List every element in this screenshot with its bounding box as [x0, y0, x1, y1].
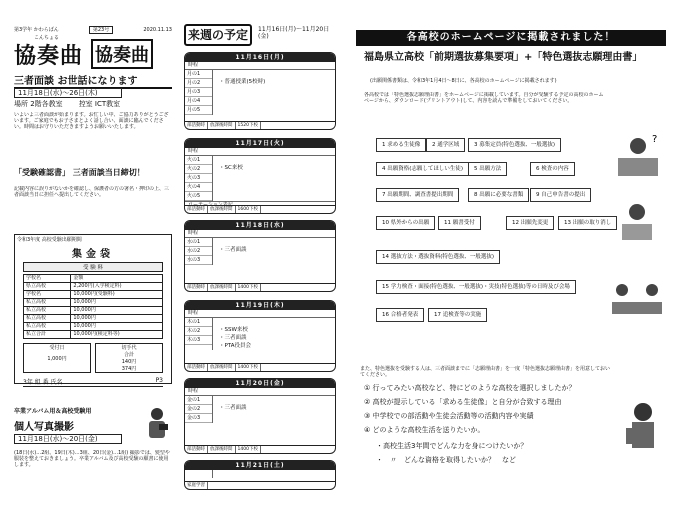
day-foot-cell: 放課後時間	[208, 122, 236, 129]
period-cell: 月の5	[185, 106, 212, 115]
period-cell: 月の3	[185, 88, 212, 97]
subline: (出願関係書類は、令和3年1月4日～8日に、各高校のホームページに掲載されます)	[370, 78, 557, 84]
day-foot-cell: 1520下校	[236, 122, 261, 129]
section3-title: 個人写真撮影	[14, 422, 74, 433]
form-cell: 私立高校	[24, 323, 71, 330]
day-head: 11月21日(土)	[185, 461, 335, 470]
form-cell: 10,000円	[73, 323, 96, 329]
day-foot-cell: 1400下校	[236, 284, 261, 291]
form-cell: 私立合計	[24, 331, 71, 338]
day-label: 時程	[185, 310, 335, 318]
info-item: 14 選抜方法・選抜資料(特色選抜、一般選抜)	[376, 250, 500, 264]
day-foot-cell: 部活動時	[185, 446, 208, 453]
question-item: ③ 中学校での部活動や生徒会活動等の活動内容や実績	[364, 412, 534, 420]
day-note: ・三者面談	[219, 247, 247, 253]
form-title: 集金袋	[72, 249, 114, 260]
day-label: 時程	[185, 62, 335, 70]
period-cell: 水の3	[185, 256, 212, 265]
banner: 各高校のホームページに掲載されました！	[356, 30, 666, 46]
stamp-label: 受付日	[49, 345, 65, 351]
info-item: 6 検査の内容	[530, 162, 575, 176]
stamp-amount: 1,000円	[47, 356, 67, 362]
info-item: 5 出願方法	[468, 162, 507, 176]
day-foot-cell: 1600下校	[236, 206, 261, 213]
payment-envelope	[14, 234, 172, 384]
period-cell: 木の1	[185, 318, 212, 327]
day-note: ・普通授業(5校時)	[219, 79, 266, 85]
day-extra: ローテーション表記	[185, 201, 335, 209]
period-list	[185, 470, 213, 478]
form-row	[23, 299, 163, 307]
title-main: 協奏曲	[14, 43, 84, 69]
day-head: 11月20日(金)	[185, 379, 335, 388]
period-cell: 金の2	[185, 405, 212, 414]
day-note: ・SC来校	[219, 165, 243, 171]
period-list	[185, 70, 213, 115]
form-cell: 10,000円(受験料)	[73, 291, 115, 297]
day-note	[213, 470, 335, 478]
schedule-range: 11月16日(月)～11月20日(金)	[258, 26, 330, 40]
form-cell: 私立高校	[24, 307, 71, 314]
day-foot-cell: 家庭学習	[185, 482, 208, 489]
form-row	[23, 331, 163, 339]
info-item: 4 出願資格(志願してほしい生徒)	[376, 162, 469, 176]
form-cell: 金額	[73, 275, 84, 281]
period-cell: 月の1	[185, 70, 212, 79]
interview-icon	[608, 276, 666, 318]
period-cell: 水の2	[185, 247, 212, 256]
studying-student-icon	[608, 132, 666, 180]
day-body	[185, 396, 335, 423]
stamp-box-2	[95, 343, 163, 373]
day-card	[184, 52, 336, 130]
period-cell: 月の4	[185, 97, 212, 106]
schedule-column	[180, 14, 340, 496]
day-card	[184, 300, 336, 372]
day-foot-cell: 1400下校	[236, 446, 261, 453]
day-foot-cell: 放課後時間	[208, 364, 236, 371]
info-item: 9 自己申告書の提出	[530, 188, 591, 202]
section3-dates: 11月18日(水)～20日(金)	[14, 434, 122, 444]
form-cell: 県立高校	[24, 283, 71, 290]
period-cell: 火の3	[185, 174, 212, 183]
day-head: 11月16日(月)	[185, 53, 335, 62]
day-foot	[185, 205, 335, 213]
day-foot-cell: 部活動時	[185, 122, 208, 129]
stamp-area	[23, 343, 163, 373]
period-cell: 月の2	[185, 79, 212, 88]
day-foot-cell: 1400下校	[236, 364, 261, 371]
page-number: P3	[155, 377, 163, 384]
day-card	[184, 460, 336, 490]
period-cell: 木の3	[185, 336, 212, 345]
day-card	[184, 220, 336, 292]
section3-small: 卒業アルバム用＆高校受験用	[14, 408, 92, 415]
schedule-title: 来週の予定	[184, 24, 252, 46]
camera-person-icon	[144, 406, 170, 440]
masthead-strip	[14, 26, 172, 34]
issue-date: 2020.11.13	[143, 27, 172, 33]
name-line-text: 3年 組 番 氏名	[23, 379, 63, 386]
day-foot-cell: 部活動時	[185, 284, 208, 291]
form-cell: 10,000円(検定料等)	[73, 331, 120, 337]
day-foot-cell: 部活動時	[185, 206, 208, 213]
issue-badge: 第23号	[89, 26, 113, 34]
day-foot	[185, 481, 335, 489]
form-row	[23, 291, 163, 299]
day-card	[184, 378, 336, 454]
form-row	[23, 274, 163, 283]
day-head: 11月17日(火)	[185, 139, 335, 148]
info-item: 8 出願に必要な書類	[468, 188, 529, 202]
section1-waiting: 控室 ICT教室	[78, 100, 121, 108]
stamp2-total: 合計	[123, 352, 134, 358]
info-item: 17 追検査等の実施	[428, 308, 487, 322]
form-cell: 私立高校	[24, 299, 71, 306]
period-cell: 火の2	[185, 165, 212, 174]
svg-text:?: ?	[652, 134, 658, 145]
name-line	[23, 377, 163, 387]
form-header: 受 験 料	[23, 262, 163, 272]
info-item: 3 募集定員(特色選抜、一般選抜)	[468, 138, 561, 152]
form-cell: 2,200円(入学検定料)	[73, 283, 122, 289]
form-row	[23, 283, 163, 291]
day-body	[185, 156, 335, 201]
headline: 福島県立高校「前期選抜募集要項」+「特色選抜志願理由書」	[364, 52, 643, 63]
form-table	[23, 274, 163, 339]
stamp2-val1: 140円	[121, 359, 137, 365]
day-foot	[185, 445, 335, 453]
day-foot	[185, 283, 335, 291]
day-body	[185, 238, 335, 265]
section3-body: (18日(水)…2組、19日(木)…3組、20日(金)…1組) 撮影では、髪型や服装を整えておきましょう。卒業アルバム及び高校受験の願書に使用します。	[14, 450, 170, 468]
info-item: 2 通学区域	[426, 138, 465, 152]
day-body	[185, 70, 335, 115]
period-cell: 火の5	[185, 192, 212, 201]
info-item: 15 学力検査・面接(特色選抜、一般選抜)・実技(特色選抜)等の日時及び会場	[376, 280, 576, 294]
stamp2-val2: 374円	[121, 366, 137, 372]
day-label: 時程	[185, 388, 335, 396]
form-cell: 学校名	[24, 275, 71, 282]
info-item: 10 県外からの出願	[376, 216, 435, 230]
info-item: 11 願書受付	[438, 216, 481, 230]
stamp2-label: 切手代	[121, 345, 137, 351]
form-row	[23, 307, 163, 315]
note: また、特色選抜を受験する人は、三者面談までに「志願理由書」を一度「特色選抜志願理由書」を用意しておいてください。	[360, 366, 611, 378]
day-foot-cell: 放課後時間	[208, 284, 236, 291]
day-foot	[185, 363, 335, 371]
day-body	[185, 470, 335, 478]
section1-place: 場所 2階各教室	[14, 100, 63, 108]
day-foot-cell: 部活動時	[185, 364, 208, 371]
period-list	[185, 156, 213, 201]
title-furigana: こんちょる	[34, 35, 60, 41]
title-sub: 協奏曲	[91, 39, 153, 69]
section1-body: いよいよ三者面談が始まります。お忙しい中、ご協力ありがとうございます。ご家庭でもお子さまとよく話し合い、面談に臨んでください。時間はお守りいただきますようお願いいたします。	[14, 112, 169, 130]
period-cell: 木の2	[185, 327, 212, 336]
question-item: ② 高校が提示している「求める生徒像」と自分が合致する理由	[364, 398, 562, 406]
form-row	[23, 323, 163, 331]
question-item: ・高校生活3年間でどんな力を身につけたいか？	[376, 442, 528, 450]
section1-title: 三者面談 お世話になります	[14, 72, 172, 89]
question-item: ④ どのような高校生活を送りたいか。	[364, 426, 485, 434]
left-column	[14, 26, 172, 496]
day-foot	[185, 121, 335, 129]
info-item: 12 出願先変更	[506, 216, 554, 230]
section1-dates: 11月18日(水)～26日(木)	[14, 88, 122, 98]
period-cell: 火の4	[185, 183, 212, 192]
day-head: 11月19日(木)	[185, 301, 335, 310]
issue-label: 第3学年 かわらばん	[14, 27, 59, 33]
info-item: 1 求める生徒像	[376, 138, 426, 152]
period-cell: 金の3	[185, 414, 212, 423]
period-list	[185, 318, 213, 350]
form-label: 令和3年度 高校受験出願期間	[17, 237, 82, 243]
day-note: ・三者面談	[219, 405, 247, 411]
info-item: 7 出願期間、調査書提出期間	[376, 188, 459, 202]
section1-places	[14, 100, 172, 109]
stamp-box-1	[23, 343, 91, 373]
intro: 各高校では「特色選抜志願理由書」をホームページに掲載しています。自分が受験する予定の高校のホームページから、ダウンロード(プリントアウト)して、内容を読んで準備をしておいてください。	[364, 92, 604, 104]
info-item: 13 出願の取り消し	[558, 216, 617, 230]
form-cell: 10,000円	[73, 299, 96, 305]
masthead-title	[14, 40, 172, 68]
period-list	[185, 396, 213, 423]
info-item: 16 合格者発表	[376, 308, 424, 322]
day-head: 11月18日(水)	[185, 221, 335, 230]
day-foot-cell: 放課後時間	[208, 206, 236, 213]
day-body	[185, 318, 335, 350]
section2-title: 「受験確認書」 三者面談当日締切！	[14, 168, 145, 177]
period-cell: 金の1	[185, 396, 212, 405]
form-row	[23, 315, 163, 323]
period-cell: 水の1	[185, 238, 212, 247]
day-note: ・SSW来校 ・三者面談 ・PTA役員会	[219, 327, 252, 349]
right-column	[346, 20, 680, 496]
form-cell: 私立高校	[24, 315, 71, 322]
day-foot-cell: 放課後時間	[208, 446, 236, 453]
form-cell: 10,000円	[73, 315, 96, 321]
period-cell: 火の1	[185, 156, 212, 165]
day-card	[184, 138, 336, 214]
section2-body: 記載内容に誤りがないかを確認し、保護者の方の署名・押印の上、三者面談当日に担任へ提出してください。	[14, 186, 170, 198]
period-list	[185, 238, 213, 265]
teacher-icon	[618, 398, 668, 458]
day-label: 時程	[185, 148, 335, 156]
question-item: ・ 〃 どんな資格を取得したいか？ など	[376, 456, 516, 464]
day-label: 時程	[185, 230, 335, 238]
form-cell: 10,000円	[73, 307, 96, 313]
question-item: ① 行ってみたい高校など、特にどのような高校を選択しましたか？	[364, 384, 576, 392]
form-cell: 学校名	[24, 291, 71, 298]
